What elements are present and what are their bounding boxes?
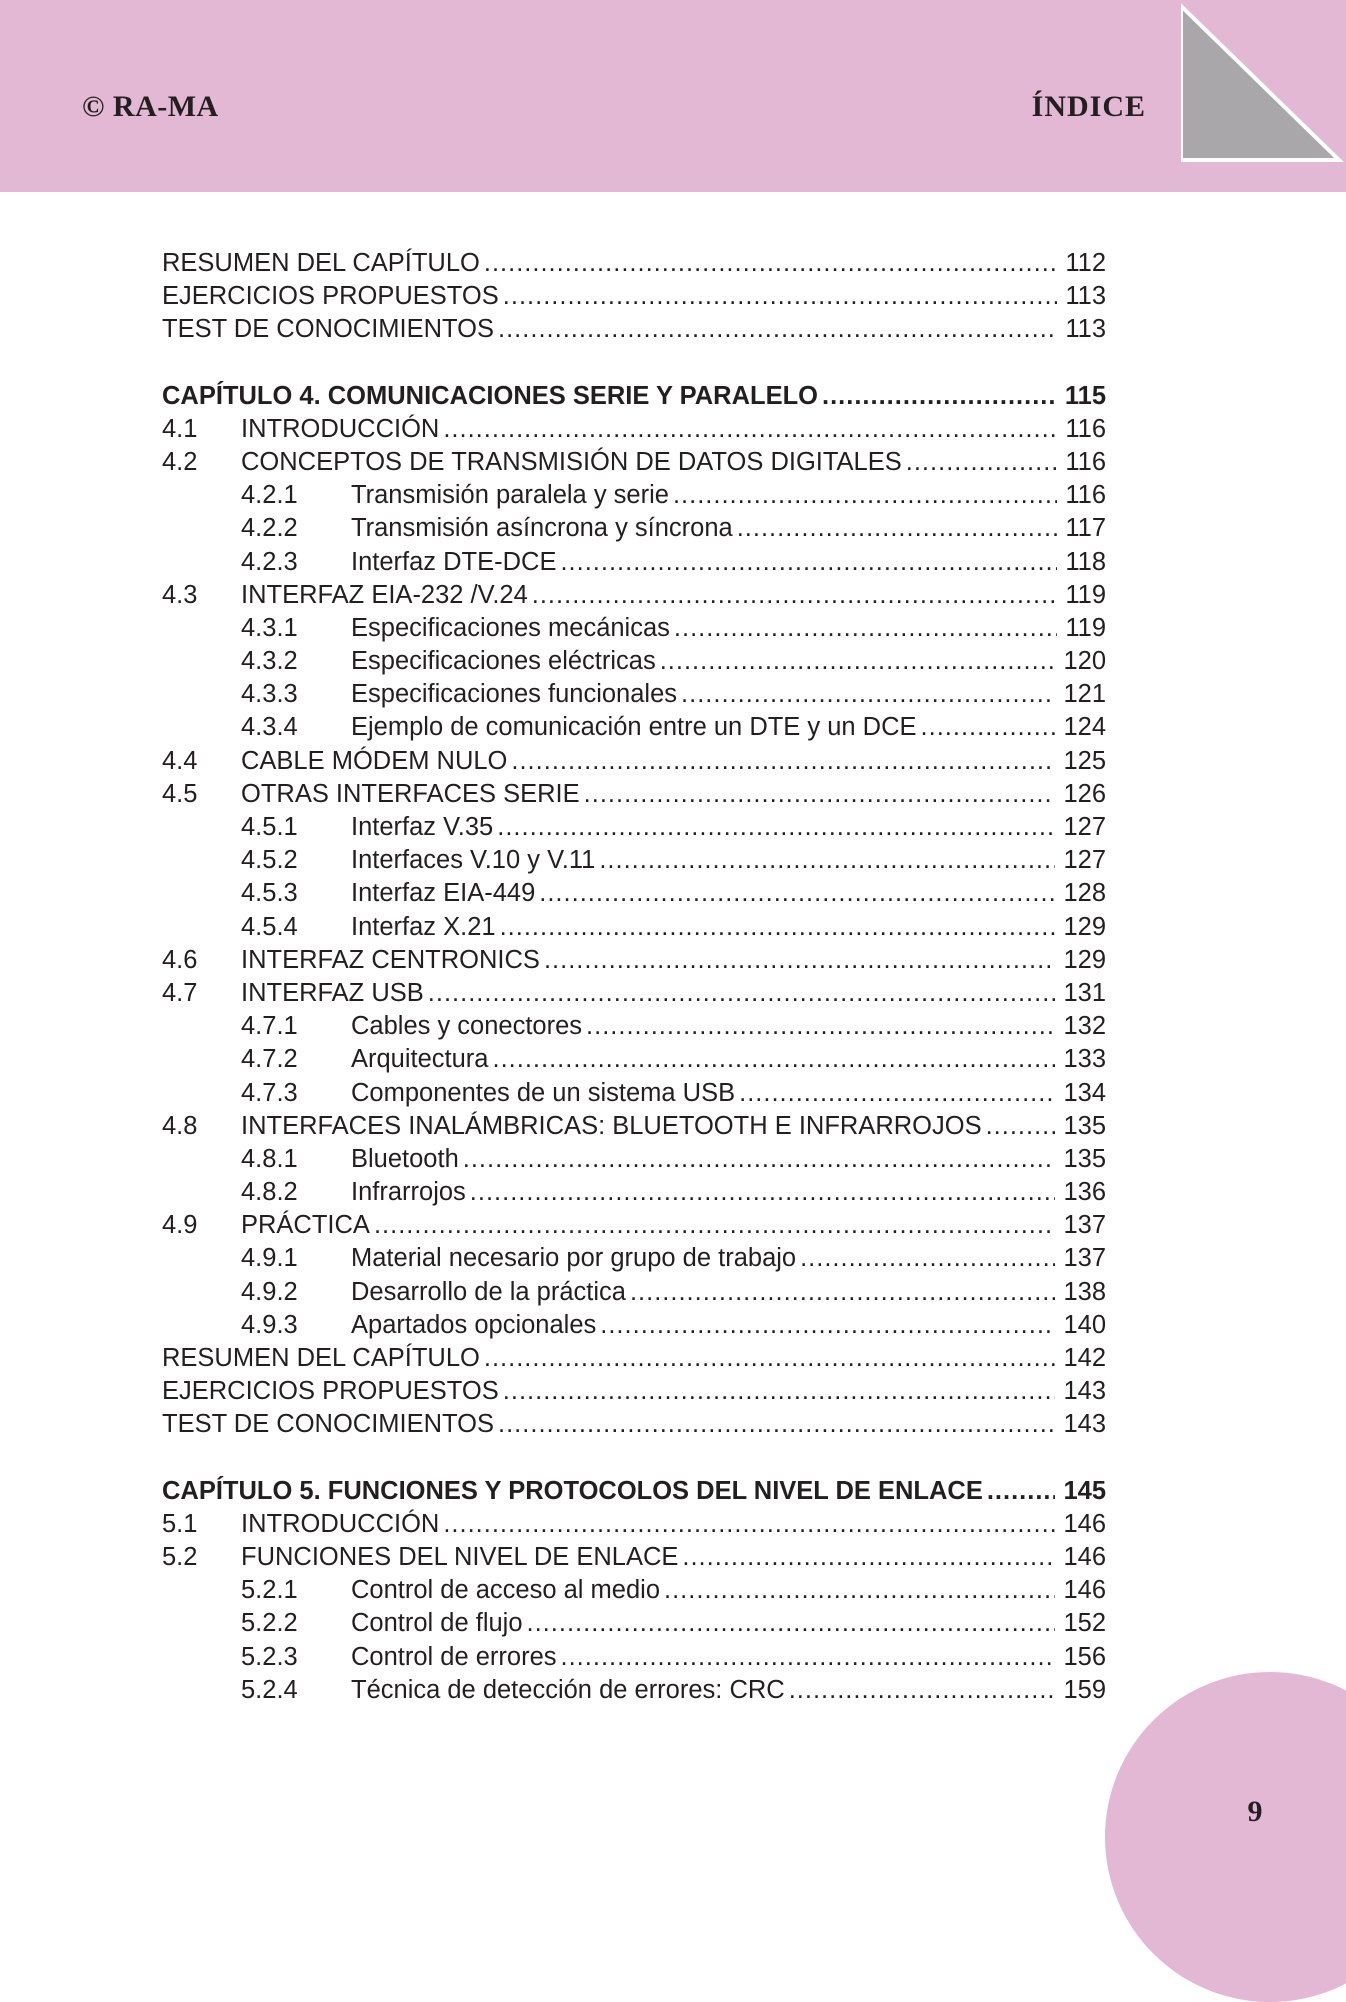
entry-title: Especificaciones mecánicas <box>351 613 670 642</box>
entry-page: 156 <box>1063 1642 1106 1671</box>
entry-page: 132 <box>1063 1012 1106 1041</box>
entry-number: 5.2.3 <box>241 1642 298 1671</box>
entry-title: CONCEPTOS DE TRANSMISIÓN DE DATOS DIGITALES <box>241 447 902 476</box>
entry-number: 4.9 <box>162 1211 198 1240</box>
dot-leader <box>737 512 1058 545</box>
entry-page: 140 <box>1063 1310 1106 1339</box>
section-title: ÍNDICE <box>1031 90 1146 123</box>
entry-number: 5.2.4 <box>241 1675 298 1704</box>
entry-title: EJERCICIOS PROPUESTOS <box>162 282 499 311</box>
dot-leader <box>500 911 1056 944</box>
dot-leader <box>789 1674 1056 1707</box>
toc-entry <box>162 546 1106 579</box>
entry-page: 146 <box>1063 1542 1106 1571</box>
dot-leader <box>600 1309 1055 1342</box>
entry-page: 129 <box>1063 912 1106 941</box>
entry-page: 137 <box>1063 1244 1106 1273</box>
toc-entry <box>162 711 1106 744</box>
entry-page: 138 <box>1063 1277 1106 1306</box>
entry-page: 159 <box>1063 1675 1106 1704</box>
toc-entry <box>162 1574 1106 1607</box>
entry-title: Bluetooth <box>351 1144 459 1173</box>
entry-number: 4.7.2 <box>241 1045 298 1074</box>
toc-entry <box>162 811 1106 844</box>
dot-leader <box>503 280 1058 313</box>
entry-title: EJERCICIOS PROPUESTOS <box>162 1377 499 1406</box>
toc-entry <box>162 1375 1106 1408</box>
entry-page: 143 <box>1063 1377 1106 1406</box>
dot-leader <box>463 1143 1056 1176</box>
entry-page: 120 <box>1063 647 1106 676</box>
entry-number: 4.1 <box>162 414 198 443</box>
dot-leader <box>374 1209 1056 1242</box>
entry-number: 4.2.1 <box>241 481 298 510</box>
entry-title: OTRAS INTERFACES SERIE <box>241 779 580 808</box>
entry-title: TEST DE CONOCIMIENTOS <box>162 315 495 344</box>
page-corner-fold <box>1181 0 1346 165</box>
entry-number: 4.2 <box>162 447 198 476</box>
entry-number: 4.5 <box>162 779 198 808</box>
entry-page: 116 <box>1065 414 1106 443</box>
entry-page: 146 <box>1063 1576 1106 1605</box>
toc-entry <box>162 446 1106 479</box>
entry-title: Apartados opcionales <box>351 1310 597 1339</box>
entry-page: 126 <box>1063 779 1106 808</box>
entry-number: 4.5.1 <box>241 813 298 841</box>
dot-leader <box>586 1010 1055 1043</box>
entry-page: 136 <box>1063 1178 1106 1207</box>
entry-number: 4.6 <box>162 945 198 974</box>
entry-title: CAPÍTULO 5. FUNCIONES Y PROTOCOLOS DEL NIVEL DE ENLACE <box>162 1476 983 1505</box>
section-gap <box>162 1442 1106 1475</box>
entry-number: 4.9.3 <box>241 1310 298 1339</box>
entry-number: 4.9.1 <box>241 1244 298 1273</box>
dot-leader <box>539 877 1055 910</box>
entry-number: 5.2.1 <box>241 1576 298 1605</box>
entry-page: 131 <box>1063 978 1106 1007</box>
dot-leader <box>443 1508 1055 1541</box>
dot-leader <box>630 1276 1055 1309</box>
entry-number: 4.3.1 <box>241 613 298 642</box>
dot-leader <box>544 944 1056 977</box>
toc-entry <box>162 778 1106 811</box>
entry-page: 121 <box>1063 680 1106 709</box>
dot-leader <box>660 645 1056 678</box>
toc-entry <box>162 1143 1106 1176</box>
entry-page: 118 <box>1065 547 1106 576</box>
dot-leader <box>739 1077 1055 1110</box>
dot-leader <box>673 479 1057 512</box>
toc-entry <box>162 877 1106 910</box>
entry-page: 133 <box>1063 1045 1106 1074</box>
dot-leader <box>822 380 1057 413</box>
entry-number: 5.2 <box>162 1542 198 1571</box>
toc-entry <box>162 1607 1106 1640</box>
dot-leader <box>484 247 1057 280</box>
entry-number: 4.3.4 <box>241 713 298 742</box>
entry-number: 4.9.2 <box>241 1277 298 1306</box>
toc-entry <box>162 944 1106 977</box>
toc-entry <box>162 1541 1106 1574</box>
section-gap <box>162 347 1106 380</box>
entry-title: Especificaciones funcionales <box>351 680 678 709</box>
entry-page: 117 <box>1065 514 1106 543</box>
entry-title: Especificaciones eléctricas <box>351 647 656 676</box>
entry-number: 4.3.3 <box>241 680 298 709</box>
entry-page: 125 <box>1063 746 1106 775</box>
entry-number: 4.2.3 <box>241 547 298 576</box>
entry-number: 4.4 <box>162 746 198 775</box>
entry-number: 4.3 <box>162 580 198 609</box>
entry-title: Ejemplo de comunicación entre un DTE y un DCE <box>351 713 917 742</box>
entry-number: 4.3.2 <box>241 647 298 676</box>
toc-entry <box>162 1110 1106 1143</box>
dot-leader <box>674 612 1057 645</box>
toc-entry <box>162 1077 1106 1110</box>
dot-leader <box>470 1176 1056 1209</box>
entry-title: INTRODUCCIÓN <box>241 414 440 443</box>
entry-page: 112 <box>1065 249 1106 277</box>
entry-page: 119 <box>1065 613 1106 642</box>
page-number-badge <box>1105 1672 1346 2002</box>
dot-leader <box>493 1043 1056 1076</box>
entry-page: 128 <box>1063 879 1106 908</box>
entry-number: 4.8.2 <box>241 1178 298 1207</box>
toc-entry <box>162 1209 1106 1242</box>
entry-title: RESUMEN DEL CAPÍTULO <box>162 1344 480 1372</box>
entry-page: 135 <box>1063 1144 1106 1173</box>
toc-entry <box>162 612 1106 645</box>
entry-page: 146 <box>1063 1509 1106 1538</box>
dot-leader <box>681 678 1055 711</box>
dot-leader <box>921 711 1056 744</box>
entry-number: 4.2.2 <box>241 514 298 543</box>
entry-title: Interfaz X.21 <box>351 912 496 941</box>
entry-number: 4.7.3 <box>241 1078 298 1107</box>
dot-leader <box>906 446 1058 479</box>
dot-leader <box>428 977 1056 1010</box>
toc-entry <box>162 579 1106 612</box>
toc-entry <box>162 1176 1106 1209</box>
entry-page: 142 <box>1063 1344 1106 1372</box>
toc-entry <box>162 911 1106 944</box>
dot-leader <box>682 1541 1055 1574</box>
entry-title: Interfaz V.35 <box>351 813 494 841</box>
entry-page: 115 <box>1064 381 1106 410</box>
entry-title: Técnica de detección de errores: CRC <box>351 1675 785 1704</box>
dot-leader <box>498 1408 1055 1441</box>
toc-entry <box>162 645 1106 678</box>
toc-entry <box>162 1508 1106 1541</box>
entry-page: 134 <box>1063 1078 1106 1107</box>
toc-entry <box>162 1342 1106 1375</box>
entry-page: 113 <box>1065 315 1106 344</box>
toc-entry <box>162 745 1106 778</box>
entry-page: 124 <box>1063 713 1106 742</box>
page-number: 9 <box>1247 1795 1263 1828</box>
entry-title: INTERFAZ EIA-232 /V.24 <box>241 580 528 609</box>
entry-page: 119 <box>1065 580 1106 609</box>
entry-page: 152 <box>1063 1609 1106 1638</box>
entry-page: 116 <box>1065 481 1106 510</box>
dot-leader <box>561 1641 1056 1674</box>
toc-entry <box>162 1043 1106 1076</box>
entry-number: 4.7.1 <box>241 1012 298 1041</box>
entry-number: 4.8 <box>162 1111 198 1140</box>
toc-entry <box>162 1641 1106 1674</box>
entry-title: PRÁCTICA <box>241 1211 370 1240</box>
entry-title: Componentes de un sistema USB <box>351 1078 736 1107</box>
entry-title: RESUMEN DEL CAPÍTULO <box>162 249 480 277</box>
dot-leader <box>498 313 1057 346</box>
entry-number: 4.5.4 <box>241 912 298 941</box>
entry-title: Control de acceso al medio <box>351 1576 661 1605</box>
toc-entry <box>162 977 1106 1010</box>
dot-leader <box>800 1242 1055 1275</box>
entry-page: 116 <box>1065 447 1106 476</box>
table-of-contents <box>162 247 1106 1707</box>
entry-title: INTERFAZ USB <box>241 978 424 1007</box>
entry-title: INTERFACES INALÁMBRICAS: BLUETOOTH E INFRARROJOS <box>241 1111 982 1140</box>
entry-title: INTRODUCCIÓN <box>241 1509 440 1538</box>
entry-number: 5.1 <box>162 1509 198 1538</box>
entry-number: 4.5.2 <box>241 846 298 875</box>
entry-title: Cables y conectores <box>351 1012 583 1041</box>
toc-entry <box>162 479 1106 512</box>
entry-number: 4.5.3 <box>241 879 298 908</box>
toc-entry <box>162 1010 1106 1043</box>
entry-page: 135 <box>1063 1111 1106 1140</box>
toc-entry <box>162 1674 1106 1707</box>
entry-title: Interfaz EIA-449 <box>351 879 536 908</box>
entry-number: 5.2.2 <box>241 1609 298 1638</box>
dot-leader <box>527 1607 1056 1640</box>
chapter-heading <box>162 380 1106 413</box>
chapter-heading <box>162 1475 1106 1508</box>
entry-page: 127 <box>1063 813 1106 841</box>
toc-entry <box>162 413 1106 446</box>
toc-entry <box>162 1276 1106 1309</box>
entry-title: CAPÍTULO 4. COMUNICACIONES SERIE Y PARALELO <box>162 381 818 410</box>
dot-leader <box>511 745 1055 778</box>
entry-title: TEST DE CONOCIMIENTOS <box>162 1410 495 1439</box>
entry-page: 143 <box>1063 1410 1106 1439</box>
toc-entry <box>162 844 1106 877</box>
entry-title: Interfaz DTE-DCE <box>351 547 557 576</box>
entry-title: Control de flujo <box>351 1609 523 1638</box>
dot-leader <box>503 1375 1056 1408</box>
publisher-label: © RA-MA <box>82 90 219 123</box>
dot-leader <box>664 1574 1055 1607</box>
entry-title: FUNCIONES DEL NIVEL DE ENLACE <box>241 1542 679 1571</box>
dot-leader <box>986 1110 1056 1143</box>
entry-page: 129 <box>1063 945 1106 974</box>
toc-entry <box>162 1309 1106 1342</box>
toc-entry <box>162 280 1106 313</box>
entry-page: 137 <box>1063 1211 1106 1240</box>
entry-title: Control de errores <box>351 1642 557 1671</box>
entry-page: 127 <box>1063 846 1106 875</box>
toc-entry <box>162 1408 1106 1441</box>
entry-title: Infrarrojos <box>351 1178 466 1207</box>
entry-title: Interfaces V.10 y V.11 <box>351 846 596 875</box>
dot-leader <box>599 844 1055 877</box>
toc-entry <box>162 313 1106 346</box>
dot-leader <box>443 413 1057 446</box>
entry-title: Material necesario por grupo de trabajo <box>351 1244 797 1273</box>
toc-entry <box>162 247 1106 280</box>
entry-number: 4.8.1 <box>241 1144 298 1173</box>
dot-leader <box>497 811 1055 844</box>
dot-leader <box>584 778 1056 811</box>
entry-number: 4.7 <box>162 978 198 1007</box>
dot-leader <box>532 579 1058 612</box>
entry-title: INTERFAZ CENTRONICS <box>241 945 540 974</box>
dot-leader <box>987 1475 1056 1508</box>
toc-entry <box>162 512 1106 545</box>
entry-title: Transmisión paralela y serie <box>351 481 669 510</box>
dot-leader <box>484 1342 1056 1375</box>
toc-entry <box>162 1242 1106 1275</box>
toc-entry <box>162 678 1106 711</box>
entry-title: Transmisión asíncrona y síncrona <box>351 514 733 543</box>
dot-leader <box>560 546 1057 579</box>
entry-title: Desarrollo de la práctica <box>351 1277 626 1306</box>
entry-title: Arquitectura <box>351 1045 489 1074</box>
entry-title: CABLE MÓDEM NULO <box>241 746 508 775</box>
entry-page: 145 <box>1063 1476 1106 1505</box>
entry-page: 113 <box>1065 282 1106 311</box>
